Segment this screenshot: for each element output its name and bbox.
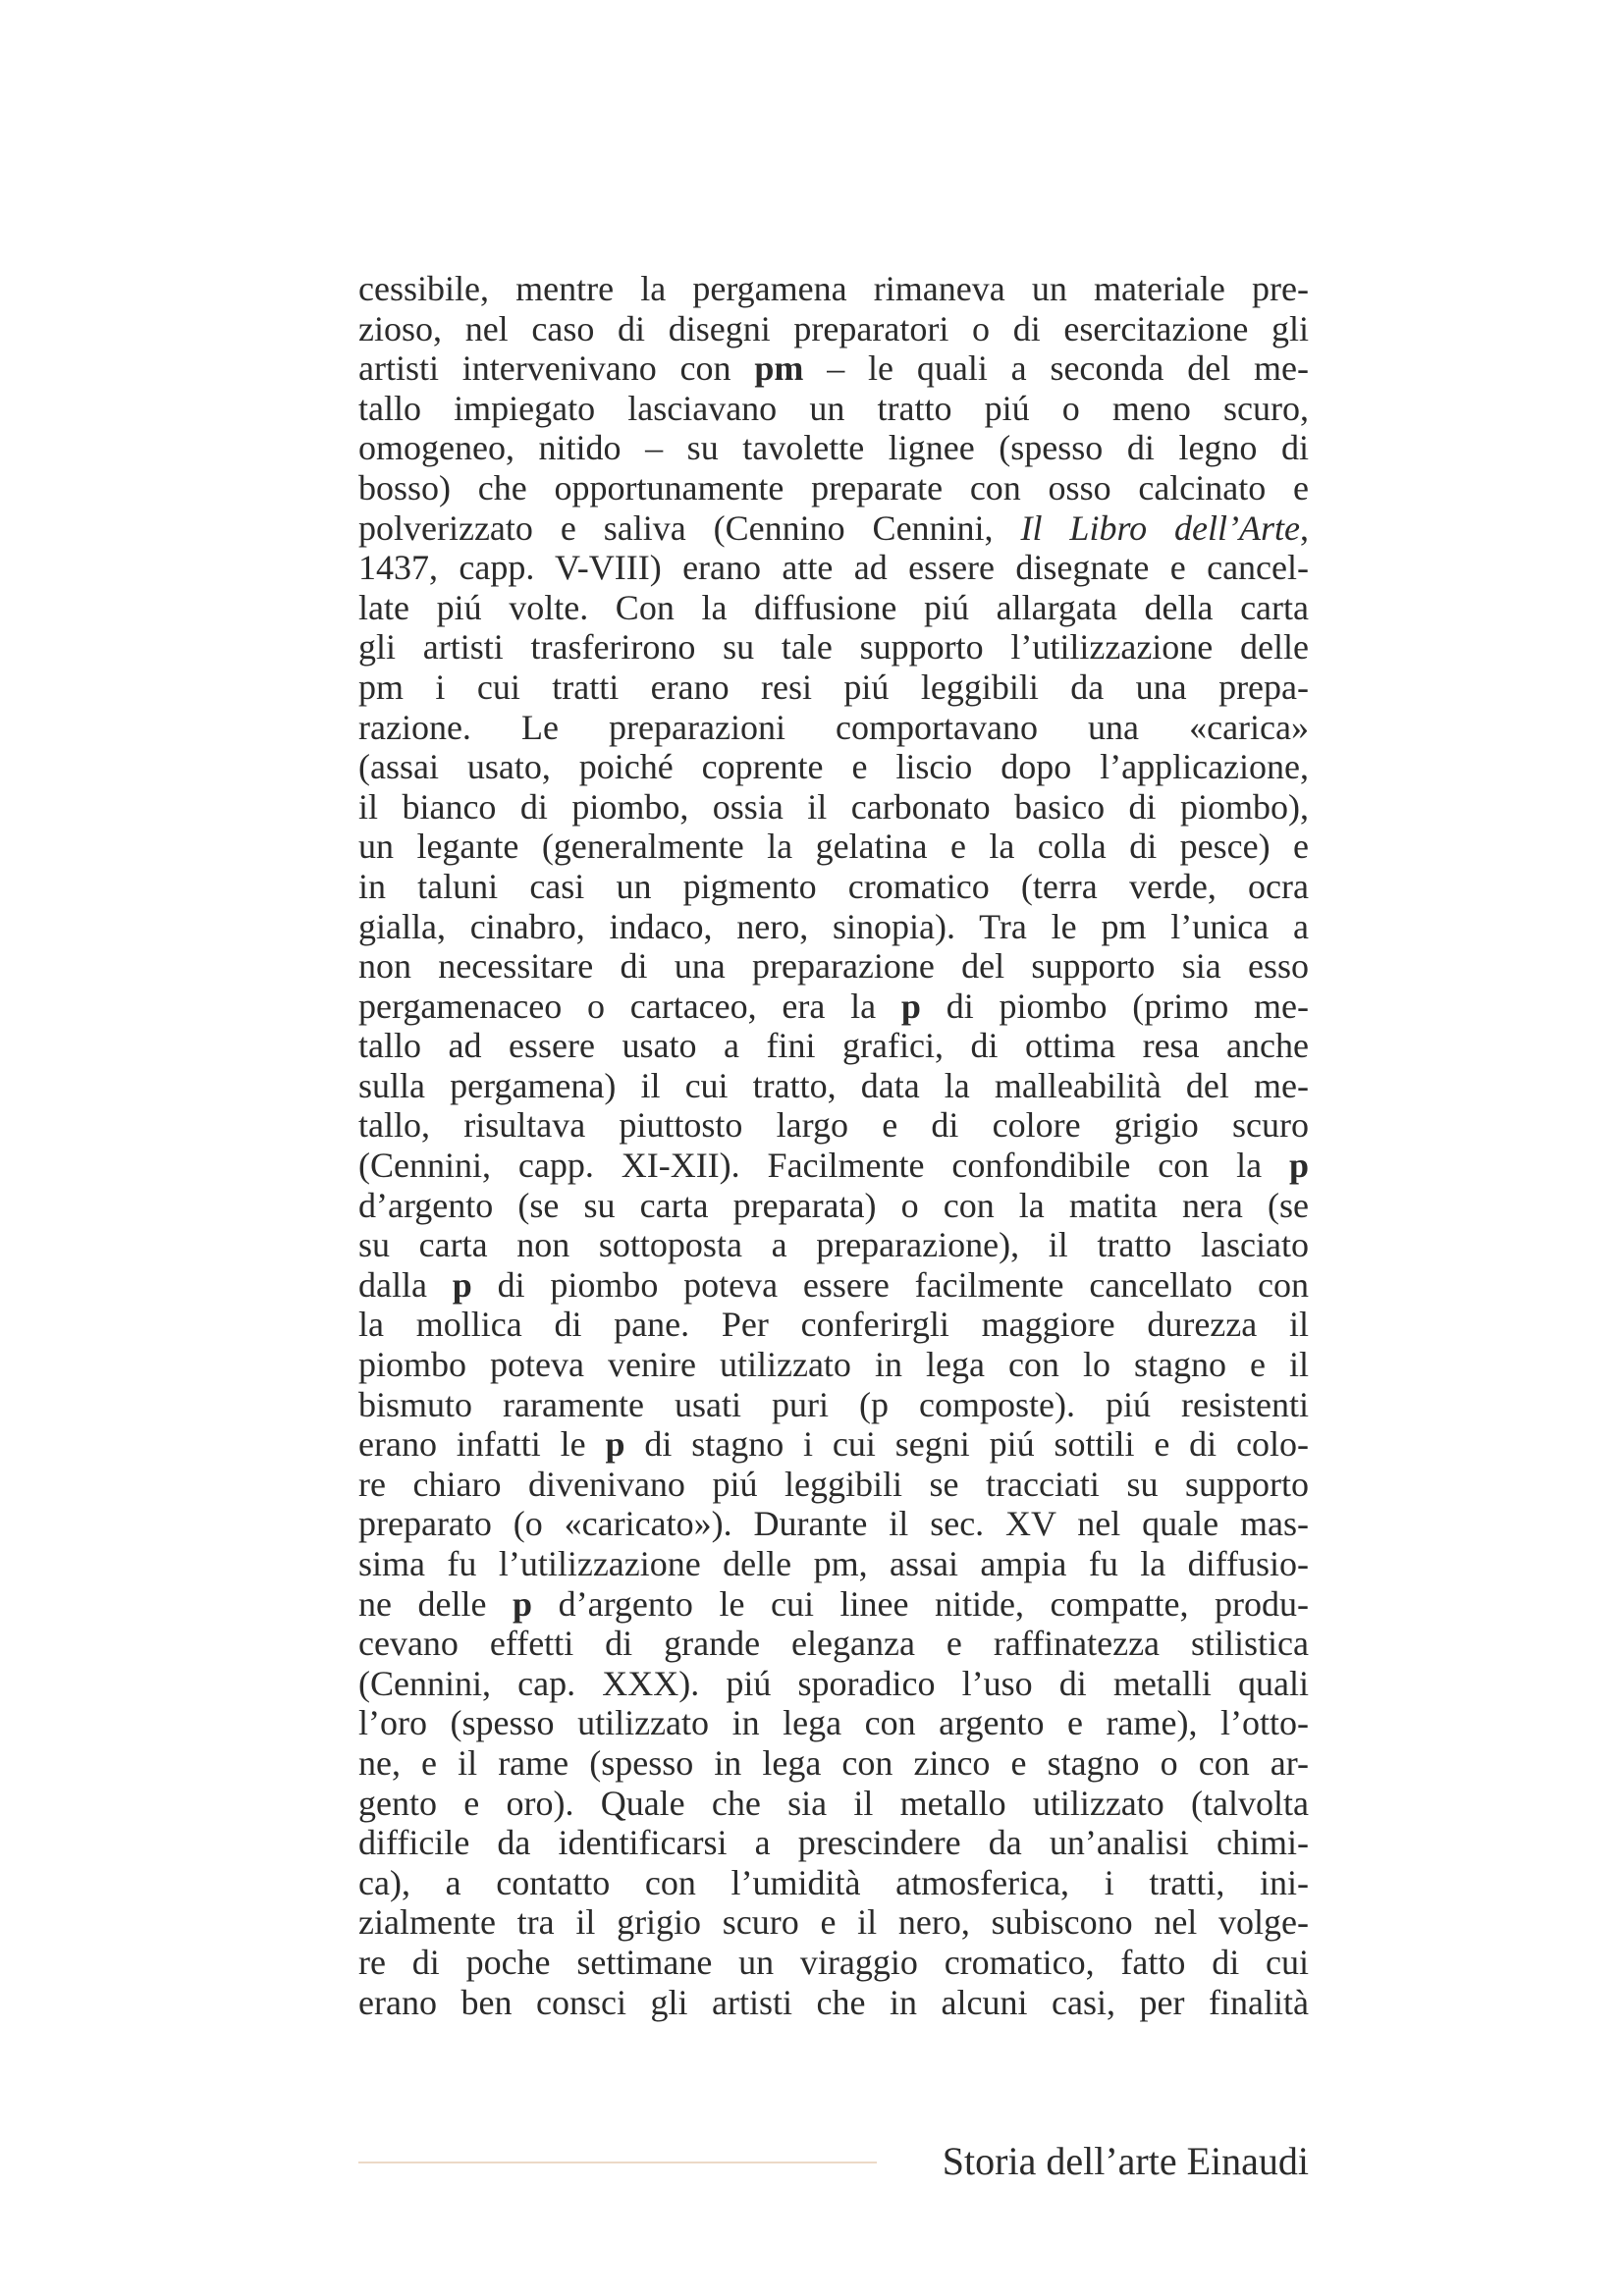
bold-term: p [1288, 1146, 1309, 1186]
text-line [358, 1943, 1309, 1983]
text-line [358, 348, 1309, 389]
text-run: – le quali a seconda del me- [803, 348, 1309, 389]
text-run: omogeneo, nitido – su tavolette lignee (spesso di legno di [358, 428, 1309, 468]
text-line [358, 1305, 1309, 1345]
text-line [358, 667, 1309, 708]
text-run: gento e oro). Quale che sia il metallo utilizzato (talvolta [358, 1783, 1309, 1823]
text-run: di stagno i cui segni piú sottili e di colo- [624, 1424, 1309, 1465]
footer-rule [358, 2162, 877, 2163]
text-run: re chiaro divenivano piú leggibili se tracciati su supporto [358, 1464, 1309, 1504]
text-line [358, 1902, 1309, 1943]
text-run: bosso) che opportunamente preparate con osso calcinato e [358, 467, 1309, 507]
text-line [358, 1385, 1309, 1425]
text-run: il bianco di piombo, ossia il carbonato basico di piombo), [358, 786, 1309, 827]
text-run: artisti intervenivano con [358, 348, 755, 389]
bold-term: pm [754, 348, 804, 389]
italic-title: Il Libro dell’Arte [1020, 507, 1301, 548]
text-line [358, 389, 1309, 429]
text-run: ne delle [358, 1583, 514, 1624]
text-run: late piú volte. Con la diffusione piú allargata della carta [358, 587, 1309, 627]
text-run: bismuto raramente usati puri (p composte). piú resistenti [358, 1384, 1309, 1424]
text-run: d’argento le cui linee nitide, compatte, produ- [532, 1583, 1309, 1624]
text-line [358, 1265, 1309, 1306]
text-line [358, 588, 1309, 628]
text-run: di piombo (primo me- [920, 986, 1309, 1026]
text-line [358, 548, 1309, 588]
text-line [358, 627, 1309, 667]
text-line [358, 708, 1309, 748]
text-line [358, 1424, 1309, 1465]
text-run: gialla, cinabro, indaco, nero, sinopia). Tra le pm l’unica a [358, 906, 1309, 946]
text-line [358, 946, 1309, 987]
text-run: zioso, nel caso di disegni preparatori o di esercitazione gli [358, 308, 1309, 348]
text-line [358, 1186, 1309, 1226]
text-run: dalla [358, 1264, 453, 1305]
text-run: , [1300, 507, 1310, 548]
text-run: la mollica di pane. Per conferirgli maggiore durezza il [358, 1305, 1309, 1345]
text-line [358, 1146, 1309, 1186]
text-line [358, 1105, 1309, 1146]
text-run: razione. Le preparazioni comportavano una «carica» [358, 707, 1309, 747]
text-run: tallo, risultava piuttosto largo e di colore grigio scuro [358, 1105, 1309, 1146]
text-run: ne, e il rame (spesso in lega con zinco e stagno o con ar- [358, 1742, 1309, 1783]
text-run: erano infatti le [358, 1424, 606, 1465]
footer-title: Storia dell’arte Einaudi [942, 2139, 1309, 2183]
text-run: ca), a contatto con l’umidità atmosferica, i tratti, ini- [358, 1862, 1309, 1902]
text-run: zialmente tra il grigio scuro e il nero, subiscono nel volge- [358, 1902, 1309, 1943]
text-run: di piombo poteva essere facilmente cancellato con [471, 1264, 1309, 1305]
text-run: 1437, capp. V-VIII) erano atte ad essere disegnate e cancel- [358, 548, 1309, 588]
bold-term: p [605, 1424, 625, 1465]
text-line [358, 1026, 1309, 1066]
text-line [358, 1703, 1309, 1743]
text-line [358, 309, 1309, 349]
text-run: preparato (o «caricato»). Durante il sec. XV nel quale mas- [358, 1504, 1309, 1544]
text-line [358, 1345, 1309, 1385]
body-text [358, 269, 1309, 2022]
text-run: (assai usato, poiché coprente e liscio dopo l’applicazione, [358, 747, 1309, 787]
text-run: gli artisti trasferirono su tale supporto l’utilizzazione delle [358, 627, 1309, 667]
text-line [358, 1544, 1309, 1584]
text-run: tallo impiegato lasciavano un tratto piú o meno scuro, [358, 388, 1309, 428]
text-line [358, 1504, 1309, 1544]
text-line [358, 1584, 1309, 1625]
text-line [358, 987, 1309, 1027]
text-line [358, 787, 1309, 828]
bold-term: p [513, 1583, 533, 1624]
text-line [358, 1664, 1309, 1704]
text-run: polverizzato e saliva (Cennino Cennini, [358, 507, 1021, 548]
text-line [358, 1743, 1309, 1784]
text-line [358, 907, 1309, 947]
text-line [358, 1465, 1309, 1505]
text-line [358, 1225, 1309, 1265]
text-run: non necessitare di una preparazione del supporto sia esso [358, 946, 1309, 987]
text-run: sulla pergamena) il cui tratto, data la malleabilità del me- [358, 1065, 1309, 1105]
text-run: piombo poteva venire utilizzato in lega con lo stagno e il [358, 1345, 1309, 1385]
text-run: erano ben consci gli artisti che in alcuni casi, per finalità [358, 1982, 1309, 2022]
bold-term: p [452, 1264, 472, 1305]
text-line [358, 1823, 1309, 1863]
text-run: un legante (generalmente la gelatina e la colla di pesce) e [358, 827, 1309, 867]
text-line [358, 508, 1309, 549]
text-run: re di poche settimane un viraggio cromatico, fatto di cui [358, 1942, 1309, 1982]
text-line [358, 1624, 1309, 1664]
text-line [358, 428, 1309, 468]
text-run: pm i cui tratti erano resi piú leggibili da una prepa- [358, 667, 1309, 707]
bold-term: p [900, 986, 921, 1026]
text-run: tallo ad essere usato a fini grafici, di ottima resa anche [358, 1026, 1309, 1066]
text-run: (Cennini, capp. XI-XII). Facilmente confondibile con la [358, 1146, 1289, 1186]
text-run: cevano effetti di grande eleganza e raffinatezza stilistica [358, 1624, 1309, 1664]
text-line [358, 747, 1309, 787]
text-run: difficile da identificarsi a prescindere da un’analisi chimi- [358, 1823, 1309, 1863]
text-run: pergamenaceo o cartaceo, era la [358, 986, 901, 1026]
text-run: cessibile, mentre la pergamena rimaneva un materiale pre- [358, 269, 1309, 308]
text-run: d’argento (se su carta preparata) o con la matita nera (se [358, 1185, 1309, 1225]
text-line [358, 1066, 1309, 1106]
text-line [358, 1983, 1309, 2023]
text-line [358, 827, 1309, 867]
text-run: in taluni casi un pigmento cromatico (terra verde, ocra [358, 866, 1309, 906]
text-run: l’oro (spesso utilizzato in lega con argento e rame), l’otto- [358, 1703, 1309, 1743]
text-run: (Cennini, cap. XXX). piú sporadico l’uso di metalli quali [358, 1663, 1309, 1703]
text-line [358, 468, 1309, 508]
text-line [358, 269, 1309, 309]
text-line [358, 867, 1309, 907]
text-run: sima fu l’utilizzazione delle pm, assai ampia fu la diffusio- [358, 1544, 1309, 1583]
text-line [358, 1784, 1309, 1824]
text-run: su carta non sottoposta a preparazione), il tratto lasciato [358, 1225, 1309, 1265]
text-line [358, 1863, 1309, 1903]
